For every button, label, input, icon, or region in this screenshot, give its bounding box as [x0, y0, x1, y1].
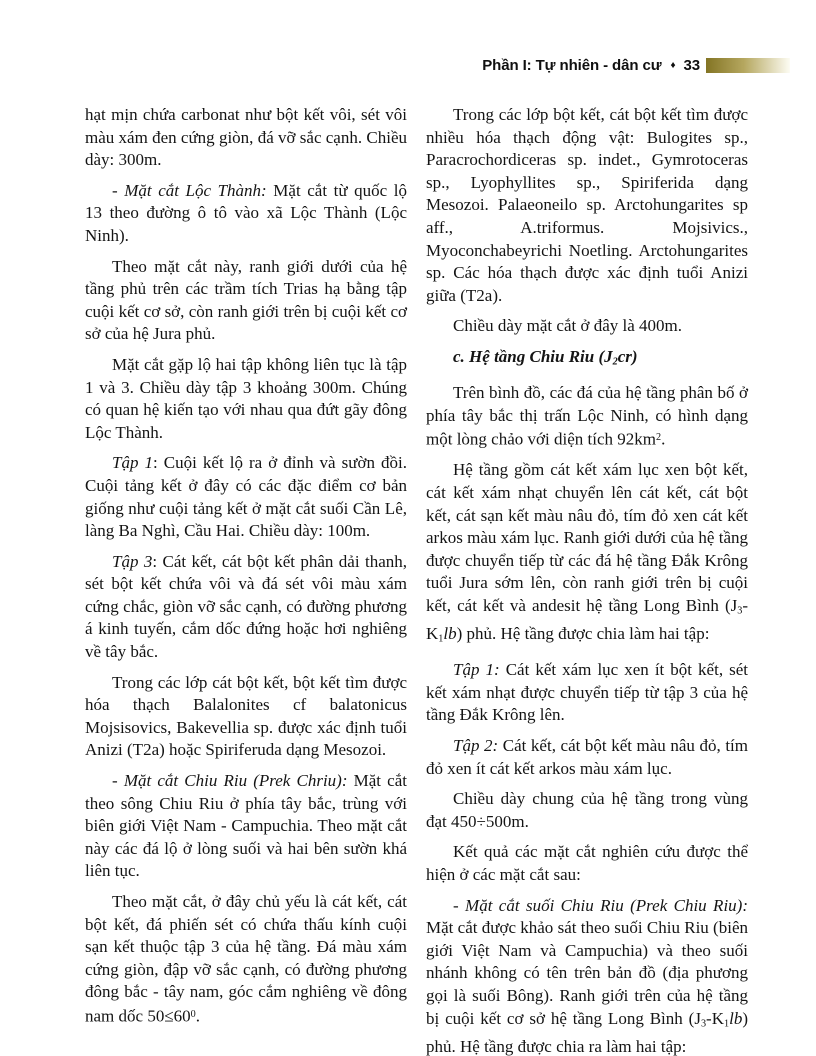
paragraph: Hệ tầng gồm cát kết xám lục xen bột kết, cát kết xám nhạt chuyển lên cát kết, cát bột kết, cát sạn kết màu nâu đỏ, tím đỏ xen cát kết arkos màu xám lục. Ranh giới dưới của hệ tầng được chuyển tiếp từ các đá hệ tầng Đắk Krông tuổi Jura sớm lên, còn ranh giới trên bị cuội kết, cát kết và andesit hệ tầng Long Bình (J3-K1lb) phủ. Hệ tầng được chia làm hai tập: [426, 460, 748, 645]
header-title: Phần I: Tự nhiên - dân cư [482, 57, 662, 74]
paragraph: Trên bình đồ, các đá của hệ tầng phân bố ở phía tây bắc thị trấn Lộc Ninh, có hình dạng một lòng chảo với diện tích $92km^2$. [426, 383, 748, 449]
paragraph: Chiều dày mặt cắt ở đây là 400m. [453, 316, 682, 336]
paragraph: Trong các lớp bột kết, cát bột kết tìm được nhiều hóa thạch động vật: Bulogites sp., Paracrochordiceras sp. indet., Gymrotoceras sp., Lyophyllites sp., Spiriferida dạng Mesozoi. Palaeoneilo sp. Arctohungarites sp aff., A.triformus. Mojsivics., Myoconchabeyrichi Noetling. Arctohungarites sp. Các hóa thạch được xác định tuổi Anizi giữa (T2a). [426, 105, 748, 305]
paragraph: Theo mặt cắt, ở đây chủ yếu là cát kết, cát bột kết, đá phiến sét có chứa thấu kính cuội sạn kết thuộc tập 3 của hệ tầng. Đá màu xám cứng giòn, đập vỡ sắc cạnh, có đường phương đông bắc - tây nam, góc cắm nghiêng về đông nam dốc $50\le 60^0$. [85, 892, 407, 1026]
paragraph: - Mặt cắt Lộc Thành: Mặt cắt từ quốc lộ 13 theo đường ô tô vào xã Lộc Thành (Lộc Ninh). [85, 180, 407, 245]
paragraph: - Mặt cắt Chiu Riu (Prek Chriu): Mặt cắt theo sông Chiu Riu ở phía tây bắc, trùng với biên giới Việt Nam - Campuchia. Theo mặt cắt này các đá lộ ở lòng suối và hai bên sườn khá liên tục. [85, 771, 407, 881]
section-heading: c. Hệ tầng Chiu Riu (J2cr) [453, 346, 638, 368]
paragraph: Trong các lớp cát bột kết, bột kết tìm được hóa thạch Balalonites cf balatonicus Mojsisovics, Bakevellia sp. được xác định tuổi Anizi (T2a) hoặc Spiriferuda dạng Mesozoi. [85, 672, 407, 760]
header-accent-bar [706, 58, 790, 73]
paragraph: Chiều dày chung của hệ tầng trong vùng đạt 450÷500m. [426, 789, 748, 831]
diamond-icon: ♦ [670, 59, 676, 71]
page-header [482, 57, 790, 74]
text-column-left [85, 104, 407, 1036]
paragraph: Tập 3: Cát kết, cát bột kết phân dải thanh, sét bột kết chứa vôi và đá sét vôi màu xám cứng chắc, giòn vỡ sắc cạnh, có đường phương á kinh tuyến, cắm dốc đứng hoặc hơi nghiêng về tây bắc. [85, 551, 407, 662]
paragraph: - Mặt cắt suối Chiu Riu (Prek Chiu Riu): Mặt cắt được khảo sát theo suối Chiu Riu (biên giới Việt Nam và Campuchia) và theo suối nhánh không có tên trên bản đồ (địa phương gọi là suối Bông). Ranh giới trên của hệ tầng bị cuội kết cơ sở hệ tầng Long Bình (J3-K1lb) phủ. Hệ tầng được chia ra làm hai tập: [426, 895, 748, 1056]
paragraph: Theo mặt cắt này, ranh giới dưới của hệ tầng phủ trên các trầm tích Trias hạ bằng tập cuội kết cơ sở, còn ranh giới trên bị cuội kết cơ sở của hệ Jura phủ. [85, 256, 407, 344]
paragraph: Mặt cắt gặp lộ hai tập không liên tục là tập 1 và 3. Chiều dày tập 3 khoảng 300m. Chúng có quan hệ kiến tạo với nhau qua đứt gãy đông Lộc Thành. [85, 354, 407, 442]
paragraph: hạt mịn chứa carbonat như bột kết vôi, sét vôi màu xám đen cứng giòn, đá vỡ sắc cạnh. Chiều dày: 300m. [85, 105, 407, 170]
paragraph: Tập 1: Cát kết xám lục xen ít bột kết, sét kết xám nhạt được chuyển tiếp từ tập 3 của hệ tầng Đắk Krông lên. [426, 660, 748, 725]
text-column-right [426, 104, 748, 1056]
paragraph: Tập 2: Cát kết, cát bột kết màu nâu đỏ, tím đỏ xen ít cát kết arkos màu xám lục. [426, 736, 748, 778]
page-number: 33 [683, 57, 700, 74]
paragraph: Kết quả các mặt cắt nghiên cứu được thể hiện ở các mặt cắt sau: [426, 842, 748, 885]
paragraph: Tập 1: Cuội kết lộ ra ở đỉnh và sườn đồi. Cuội tảng kết ở đây có các đặc điểm cơ bản giống như cuội tảng kết ở mặt cắt suối Cần Lê, làng Ba Nghì, Cầu Hai. Chiều dày: 100m. [85, 453, 407, 541]
